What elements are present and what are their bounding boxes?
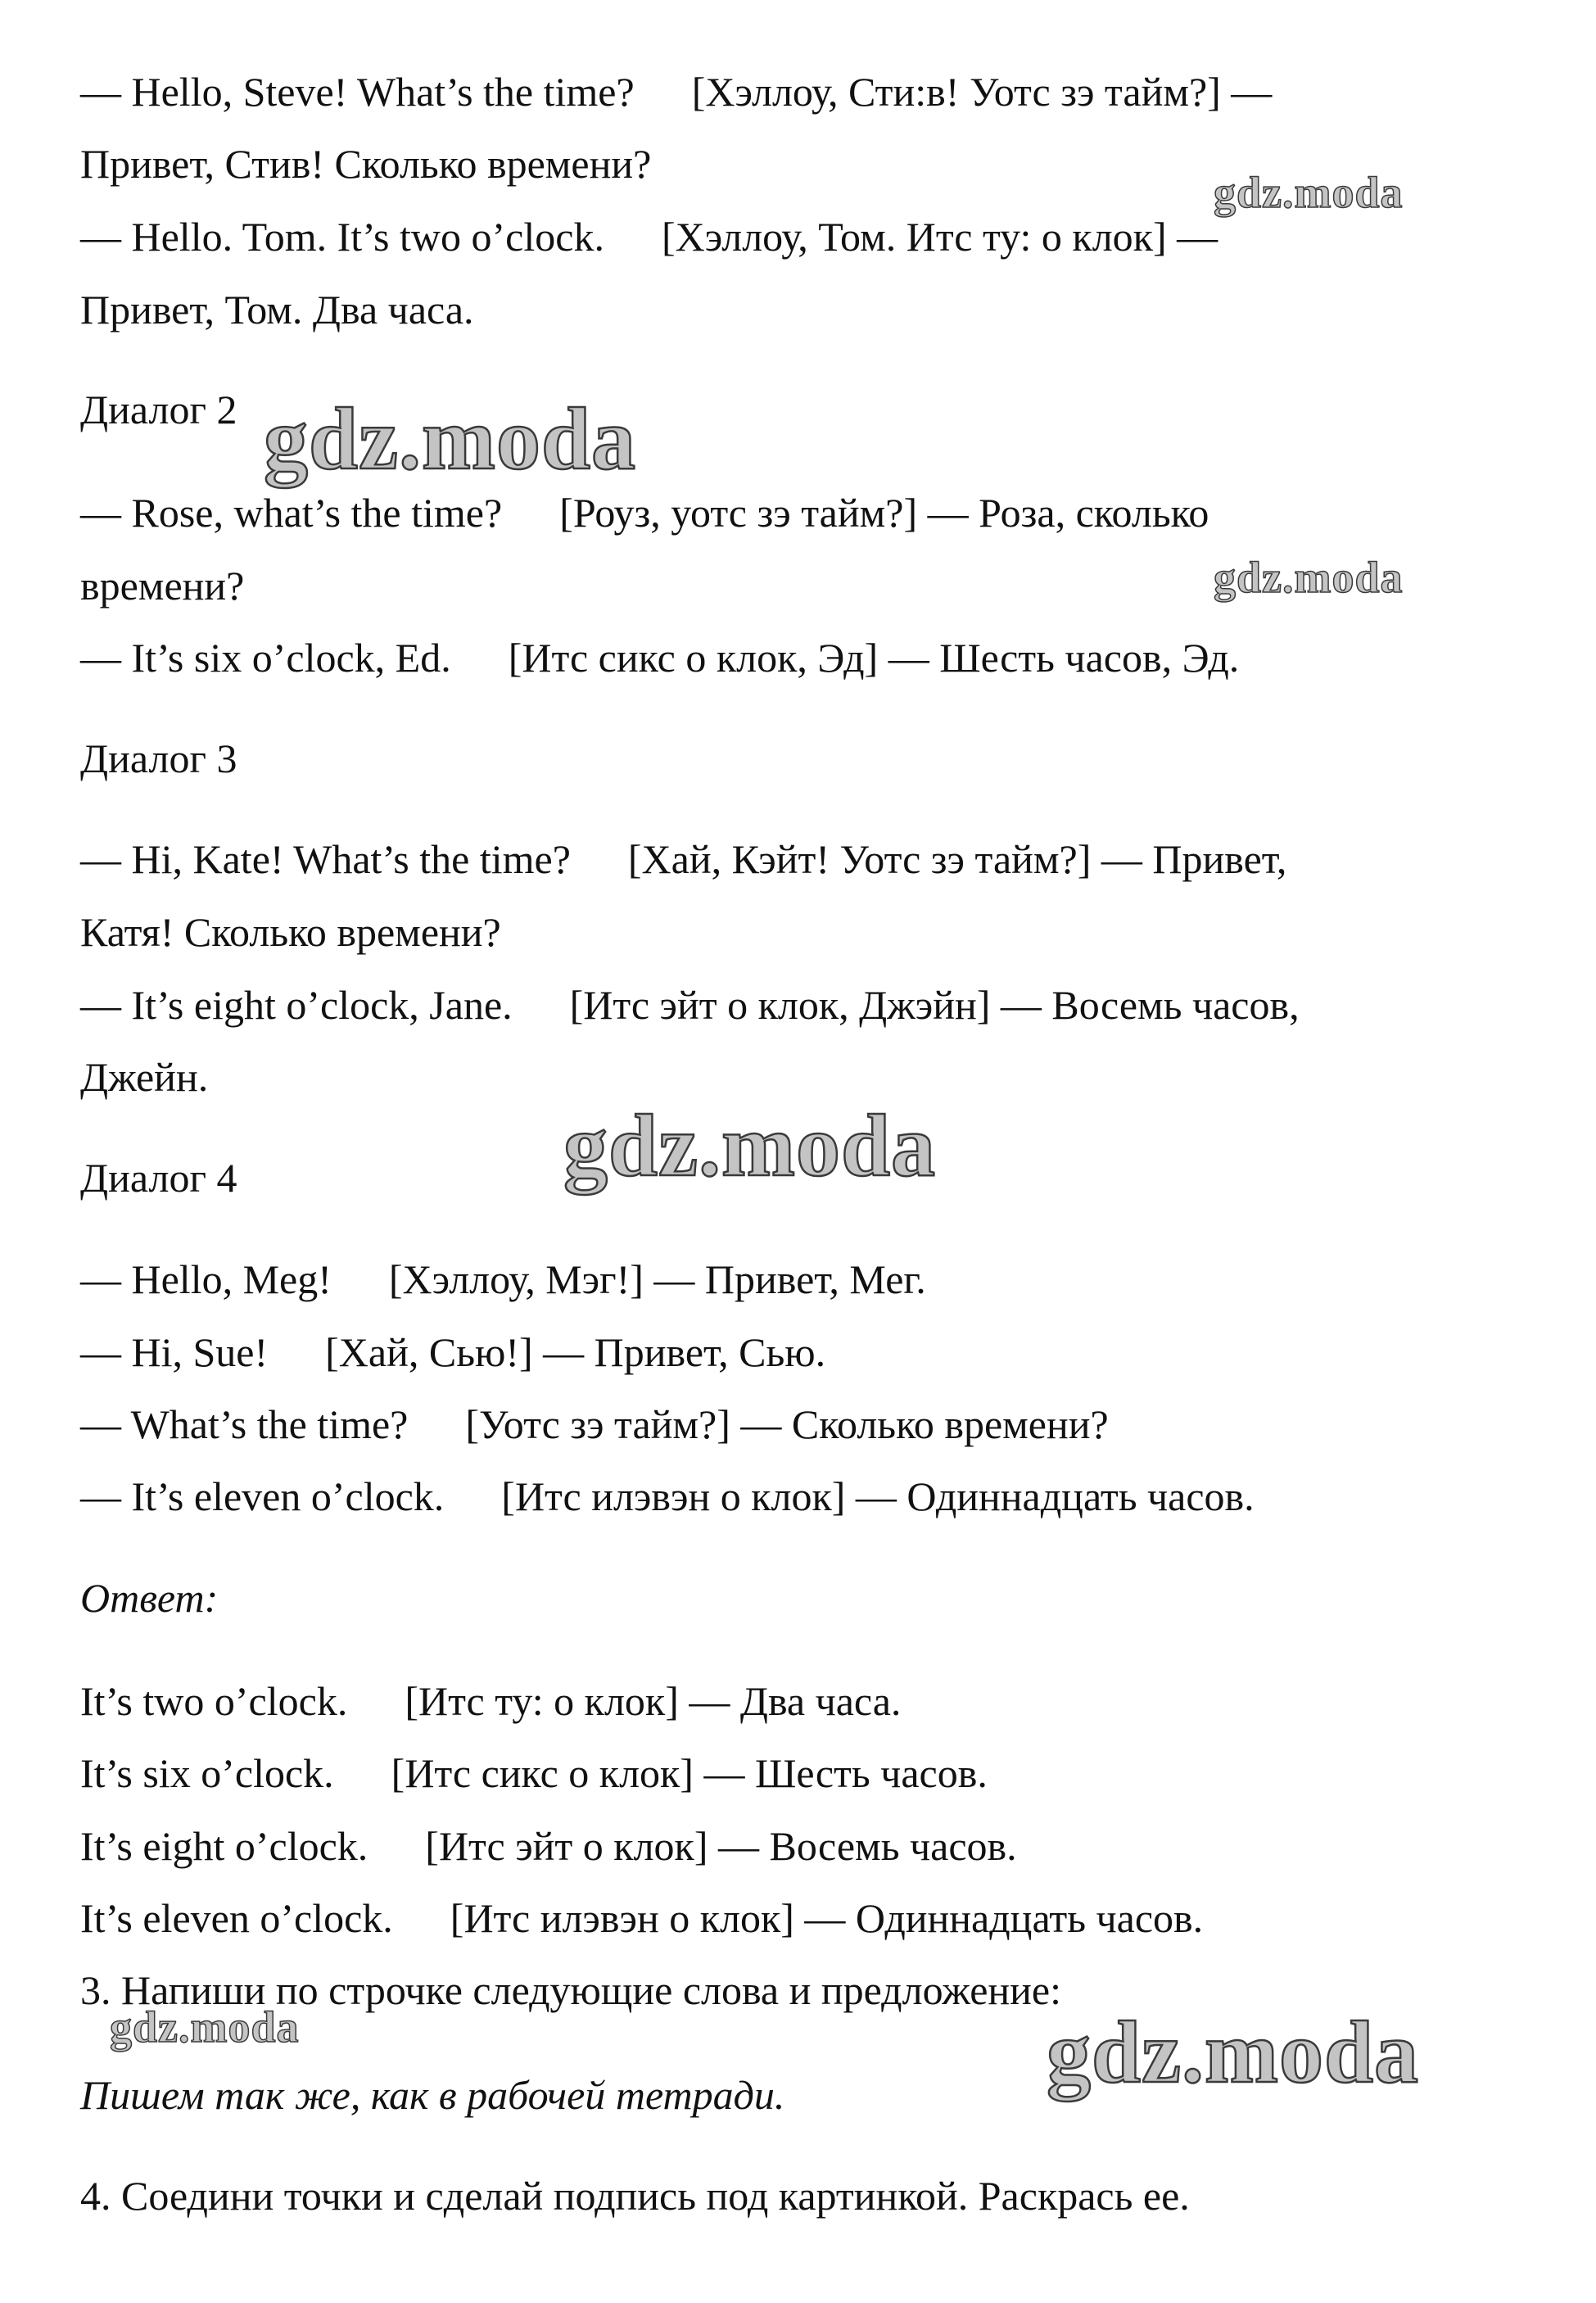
english-phrase: — It’s eight o’clock, Jane. bbox=[80, 982, 513, 1028]
transcription: [Хэллоу, Том. Итс ту: о клок] — bbox=[661, 214, 1218, 260]
english-phrase: — What’s the time? bbox=[80, 1401, 409, 1447]
answer-line2 bbox=[80, 1749, 988, 1798]
english-phrase: — It’s eleven o’clock. bbox=[80, 1473, 445, 1519]
watermark-logo: gdz.moda bbox=[264, 391, 637, 488]
dialog3-line1 bbox=[80, 835, 1286, 884]
dialog4-line2 bbox=[80, 1328, 825, 1377]
answer-line1 bbox=[80, 1676, 901, 1726]
transcription: [Итс илэвэн о клок] — Одиннадцать часов. bbox=[450, 1895, 1204, 1941]
task4-heading: 4. Соедини точки и сделай подпись под картинкой. Раскрась ее. bbox=[80, 2173, 1190, 2219]
english-phrase: — Hi, Sue! bbox=[80, 1329, 269, 1375]
transcription: [Итс эйт о клок, Джэйн] — Восемь часов, bbox=[569, 982, 1300, 1028]
english-phrase: It’s eight o’clock. bbox=[80, 1823, 368, 1869]
transcription: [Роуз, уотс зэ тайм?] — Роза, сколько bbox=[559, 490, 1209, 536]
task3-heading: 3. Напиши по строчке следующие слова и предложение: bbox=[80, 1967, 1061, 2013]
dialog1-line3 bbox=[80, 212, 1218, 261]
transcription: [Хай, Кэйт! Уотс зэ тайм?] — Привет, bbox=[627, 836, 1287, 882]
transcription: [Итс илэвэн о клок] — Одиннадцать часов. bbox=[501, 1473, 1255, 1519]
dialog2-line2: времени? bbox=[80, 563, 245, 609]
transcription: [Уотс зэ тайм?] — Сколько времени? bbox=[465, 1401, 1109, 1447]
transcription: [Хай, Сью!] — Привет, Сью. bbox=[325, 1329, 826, 1375]
task3-note: Пишем так же, как в рабочей тетради. bbox=[80, 2072, 785, 2118]
dialog2-line1 bbox=[80, 488, 1209, 537]
english-phrase: It’s six o’clock. bbox=[80, 1750, 334, 1796]
transcription: [Хэллоу, Мэг!] — Привет, Мег. bbox=[388, 1256, 926, 1302]
dialog1-line1 bbox=[80, 67, 1272, 116]
english-phrase: It’s two o’clock. bbox=[80, 1678, 348, 1724]
transcription: [Итс ту: о клок] — Два часа. bbox=[405, 1678, 902, 1724]
english-phrase: — Hello, Steve! What’s the time? bbox=[80, 69, 635, 115]
english-phrase: — Hi, Kate! What’s the time? bbox=[80, 836, 571, 882]
dialog3-line4: Джейн. bbox=[80, 1054, 209, 1100]
dialog2-heading: Диалог 2 bbox=[80, 387, 237, 432]
watermark-logo: gdz.moda bbox=[1214, 168, 1404, 217]
english-phrase: It’s eleven o’clock. bbox=[80, 1895, 393, 1941]
dialog4-line1 bbox=[80, 1255, 926, 1304]
english-phrase: — It’s six o’clock, Ed. bbox=[80, 635, 451, 681]
watermark-logo: gdz.moda bbox=[1214, 553, 1404, 602]
dialog3-line3 bbox=[80, 980, 1300, 1029]
english-phrase: — Hello, Meg! bbox=[80, 1256, 332, 1302]
dialog1-line4: Привет, Том. Два часа. bbox=[80, 287, 474, 333]
transcription: [Итс эйт о клок] — Восемь часов. bbox=[425, 1823, 1017, 1869]
english-phrase: — Rose, what’s the time? bbox=[80, 490, 503, 536]
watermark-logo: gdz.moda bbox=[110, 2002, 300, 2052]
transcription: [Итс сикс о клок] — Шесть часов. bbox=[391, 1750, 988, 1796]
watermark-logo: gdz.moda bbox=[1047, 2004, 1420, 2102]
dialog4-heading: Диалог 4 bbox=[80, 1155, 237, 1201]
watermark-logo: gdz.moda bbox=[563, 1097, 937, 1195]
dialog3-line2: Катя! Сколько времени? bbox=[80, 909, 501, 955]
dialog1-line2: Привет, Стив! Сколько времени? bbox=[80, 141, 652, 187]
dialog4-line4 bbox=[80, 1472, 1255, 1521]
dialog4-line3 bbox=[80, 1400, 1109, 1449]
answer-line4 bbox=[80, 1894, 1203, 1943]
transcription: [Хэллоу, Сти:в! Уотс зэ тайм?] — bbox=[691, 69, 1273, 115]
dialog2-line3 bbox=[80, 633, 1239, 682]
answer-line3 bbox=[80, 1821, 1017, 1871]
answer-heading: Ответ: bbox=[80, 1575, 219, 1621]
dialog3-heading: Диалог 3 bbox=[80, 735, 237, 781]
english-phrase: — Hello. Tom. It’s two o’clock. bbox=[80, 214, 604, 260]
transcription: [Итс сикс о клок, Эд] — Шесть часов, Эд. bbox=[508, 635, 1240, 681]
